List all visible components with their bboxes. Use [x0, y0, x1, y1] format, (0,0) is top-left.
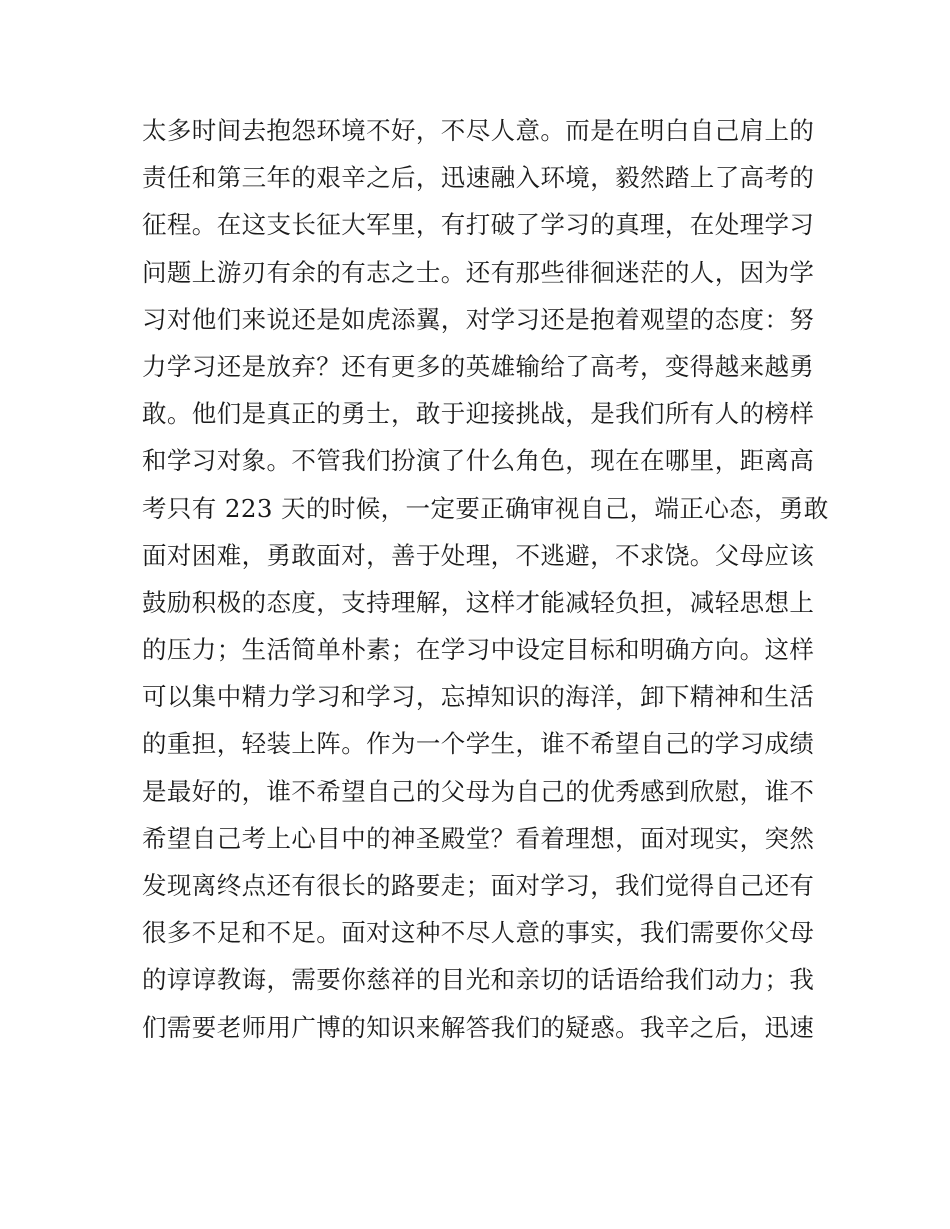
text-line-3: 征程。在这支长征大军里，有打破了学习的真理，在处理学习: [142, 210, 815, 240]
text-line-16: 希望自己考上心目中的神圣殿堂？看着理想，面对现实，突然: [142, 823, 815, 853]
text-line-10: 面对困难，勇敢面对，善于处理，不逃避，不求饶。父母应该: [142, 540, 815, 570]
text-line-20: 们需要老师用广博的知识来解答我们的疑惑。我辛之后，迅速: [142, 1012, 815, 1042]
text-line-1: 太多时间去抱怨环境不好，不尽人意。而是在明白自己肩上的: [142, 116, 815, 145]
text-line-2: 责任和第三年的艰辛之后，迅速融入环境，毅然踏上了高考的: [142, 163, 815, 193]
text-line-18: 很多不足和不足。面对这种不尽人意的事实，我们需要你父母: [142, 918, 815, 948]
text-line-14: 的重担，轻装上阵。作为一个学生，谁不希望自己的学习成绩: [142, 729, 815, 759]
text-line-7: 敢。他们是真正的勇士，敢于迎接挑战，是我们所有人的榜样: [142, 399, 815, 429]
text-line-8: 和学习对象。不管我们扮演了什么角色，现在在哪里，距离高: [142, 446, 815, 476]
text-line-11: 鼓励积极的态度，支持理解，这样才能减轻负担，减轻思想上: [142, 587, 815, 617]
text-line-9: 考只有 223 天的时候，一定要正确审视自己，端正心态，勇敢: [142, 493, 829, 523]
body-paragraph: [142, 107, 829, 1051]
text-line-17: 发现离终点还有很长的路要走；面对学习，我们觉得自己还有: [142, 871, 815, 900]
text-line-13: 可以集中精力学习和学习，忘掉知识的海洋，卸下精神和生活: [142, 682, 815, 712]
text-line-5: 习对他们来说还是如虎添翼，对学习还是抱着观望的态度：努: [142, 304, 815, 334]
text-line-15: 是最好的，谁不希望自己的父母为自己的优秀感到欣慰，谁不: [142, 776, 815, 806]
text-line-4: 问题上游刃有余的有志之士。还有那些徘徊迷茫的人，因为学: [142, 257, 815, 287]
text-line-6: 力学习还是放弃？还有更多的英雄输给了高考，变得越来越勇: [142, 351, 815, 381]
text-line-19: 的谆谆教诲，需要你慈祥的目光和亲切的话语给我们动力；我: [142, 965, 815, 995]
text-line-12: 的压力；生活简单朴素；在学习中设定目标和明确方向。这样: [142, 635, 815, 665]
